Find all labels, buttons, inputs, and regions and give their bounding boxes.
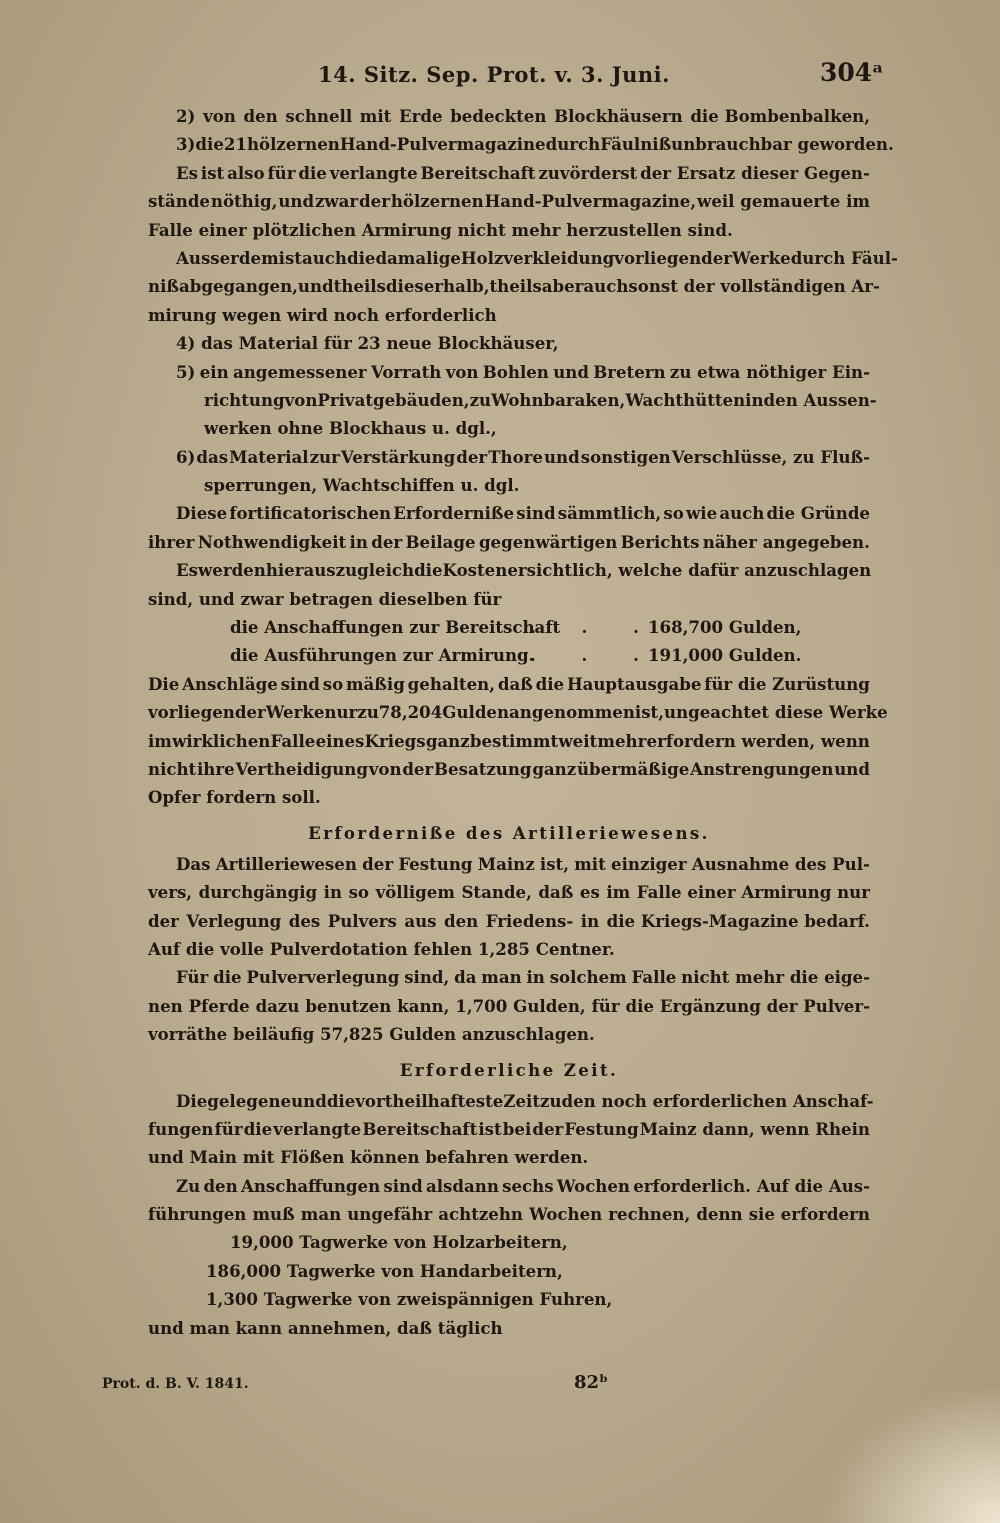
text-line: mirung wegen wird noch erforderlich	[148, 304, 497, 325]
text-line: Auf die volle Pulverdotation fehlen 1,285 Centner.	[148, 938, 615, 959]
signature-mark: 82ᵇ	[574, 1372, 609, 1393]
page-corner-highlight	[820, 1383, 1000, 1523]
text-line: Zu den Anschaffungen sind alsdann sechs Wochen erforderlich. Auf die Aus-	[176, 1175, 870, 1196]
text-line: 1,300 Tagwerke von zweispännigen Fuhren,	[206, 1289, 613, 1310]
text-line: Diese fortificatorischen Erforderniße sind sämmtlich, so wie auch die Gründe	[176, 503, 870, 524]
section-heading: Erforderliche Zeit.	[399, 1059, 619, 1080]
footer-reference: Prot. d. B. V. 1841.	[102, 1376, 249, 1392]
text-line: Für die Pulververlegung sind, da man in solchem Falle nicht mehr die eige-	[176, 967, 870, 988]
page-header	[0, 58, 1000, 96]
text-line: Opfer fordern soll.	[148, 787, 321, 808]
section-heading: Erforderniße des Artilleriewesens.	[308, 822, 710, 843]
text-line: werken ohne Blockhaus u. dgl.,	[204, 418, 497, 439]
text-line: richtung von Privatgebäuden, zu Wohnbaraken, Wachthütten in den Aussen-	[204, 389, 877, 410]
cost-row: die Anschaffungen zur Bereitschaft . . . 168,700 Gulden,	[230, 617, 802, 638]
cost-row: die Ausführungen zur Armirung. . . . 191,000 Gulden.	[230, 645, 802, 666]
text-line: vorliegender Werke nur zu 78,204 Gulden angenommen ist, ungeachtet diese Werke	[148, 702, 888, 723]
text-line: 2) von den schnell mit Erde bedeckten Blockhäusern die Bombenbalken,	[176, 106, 870, 126]
text-line: und Main mit Flößen können befahren werden.	[148, 1147, 589, 1168]
text-line: 3) die 21 hölzernen Hand-Pulvermagazine durch Fäulniß unbrauchbar geworden.	[176, 134, 894, 155]
page-footer	[0, 1372, 1000, 1402]
text-line: vers, durchgängig in so völligem Stande, daß es im Falle einer Armirung nur	[148, 882, 870, 903]
text-line: vorräthe beiläufig 57,825 Gulden anzuschlagen.	[148, 1024, 595, 1045]
text-line: Es ist also für die verlangte Bereitschaft zuvörderst der Ersatz dieser Gegen-	[176, 162, 870, 183]
text-line: 4) das Material für 23 neue Blockhäuser,	[176, 333, 559, 354]
text-line: führungen muß man ungefähr achtzehn Wochen rechnen, denn sie erfordern	[148, 1204, 870, 1225]
text-line: und man kann annehmen, daß täglich	[148, 1317, 503, 1338]
text-line: Falle einer plötzlichen Armirung nicht mehr herzustellen sind.	[148, 219, 733, 240]
page-number: 304ᵃ	[820, 58, 884, 87]
text-line: der Verlegung des Pulvers aus den Friedens- in die Kriegs-Magazine bedarf.	[148, 910, 870, 931]
text-line: Die Anschläge sind so mäßig gehalten, daß die Hauptausgabe für die Zurüstung	[148, 673, 870, 694]
text-line: nen Pferde dazu benutzen kann, 1,700 Gulden, für die Ergänzung der Pulver-	[148, 995, 870, 1016]
text-line: 19,000 Tagwerke von Holzarbeitern,	[230, 1232, 568, 1253]
text-line: fungen für die verlangte Bereitschaft ist bei der Festung Mainz dann, wenn Rhein	[148, 1118, 870, 1139]
text-line: im wirklichen Falle eines Kriegs ganz bestimmt weit mehr erfordern werden, wenn	[148, 730, 870, 751]
text-line: niß abgegangen, und theils dieserhalb, theils aber auch sonst der vollständigen Ar-	[148, 276, 880, 297]
text-line: sind, und zwar betragen dieselben für	[148, 588, 502, 609]
text-line: 6) das Material zur Verstärkung der Thore und sonstigen Verschlüsse, zu Fluß-	[176, 446, 870, 467]
page-body	[148, 102, 898, 1342]
text-line: stände nöthig, und zwar der hölzernen Hand-Pulvermagazine, weil gemauerte im	[148, 191, 870, 212]
text-line: 5) ein angemessener Vorrath von Bohlen und Bretern zu etwa nöthiger Ein-	[176, 361, 870, 382]
text-line: Die gelegene und die vortheilhafteste Zeit zu den noch erforderlichen Anschaf-	[176, 1090, 874, 1111]
text-line: 186,000 Tagwerke von Handarbeitern,	[206, 1260, 563, 1281]
running-title: 14. Sitz. Sep. Prot. v. 3. Juni.	[318, 62, 670, 87]
text-line: sperrungen, Wachtschiffen u. dgl.	[204, 475, 520, 496]
text-line: Das Artilleriewesen der Festung Mainz ist, mit einziger Ausnahme des Pul-	[176, 853, 870, 874]
text-line: Ausserdem ist auch die damalige Holzverkleidung vorliegender Werke durch Fäul-	[176, 247, 898, 268]
text-line: ihrer Nothwendigkeit in der Beilage gegenwärtigen Berichts näher angegeben.	[148, 531, 870, 552]
text-line: Es werden hieraus zugleich die Kosten ersichtlich, welche dafür anzuschlagen	[176, 560, 872, 581]
text-line: nicht ihre Vertheidigung von der Besatzung ganz übermäßige Anstrengungen und	[148, 758, 870, 779]
